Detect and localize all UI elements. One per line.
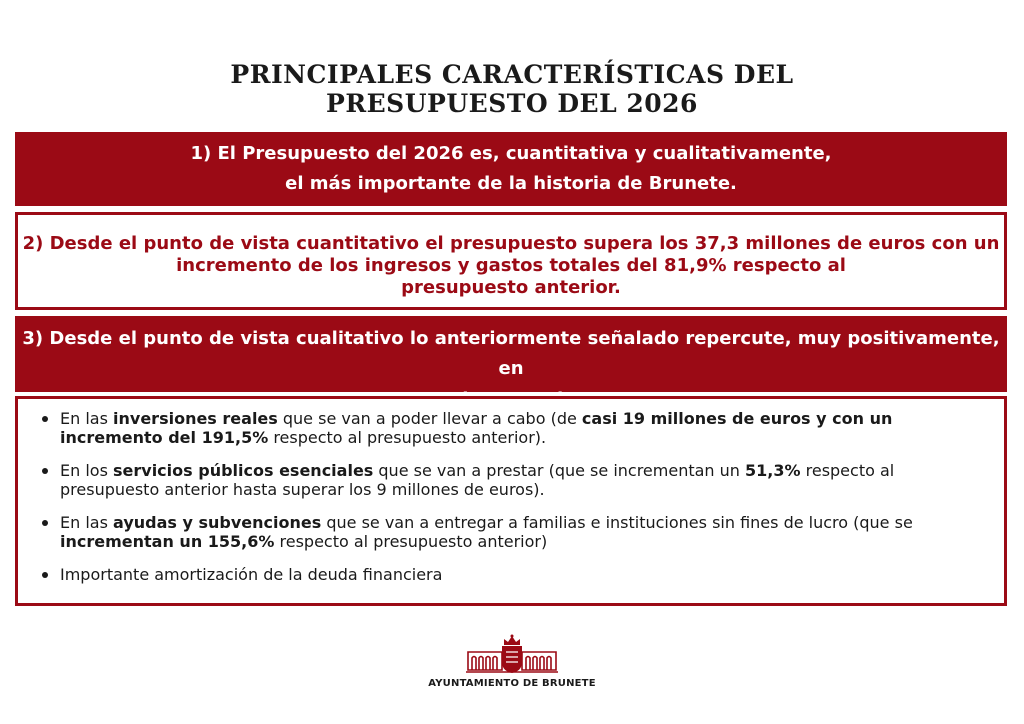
point-1-line-2: el más importante de la historia de Brunete. — [285, 173, 737, 194]
bullet-icon — [42, 416, 48, 422]
list-item — [38, 461, 984, 499]
municipality-logo — [420, 634, 604, 696]
bullet-bold: 51,3% — [745, 461, 801, 480]
point-1-line-1: 1) El Presupuesto del 2026 es, cuantitativa y cualitativamente, — [190, 143, 832, 164]
point-2-line-3: presupuesto anterior. — [401, 277, 621, 298]
point-2-line-1: 2) Desde el punto de vista cuantitativo el presupuesto supera los 37,3 millones de euros con un — [22, 233, 1000, 254]
bullet-icon — [42, 572, 48, 578]
bullet-bold: servicios públicos esenciales — [113, 461, 374, 480]
bullet-text: respecto al presupuesto anterior) — [274, 532, 548, 551]
list-item — [38, 565, 984, 584]
bullet-text: respecto al presupuesto anterior). — [268, 428, 547, 447]
list-item — [38, 409, 984, 447]
bullet-text: En las — [60, 513, 114, 532]
bullet-text: que se van a prestar (que se incrementan un — [373, 461, 746, 480]
bullet-bold: inversiones reales — [113, 409, 278, 428]
bullet-bold: casi 19 millones de euros y con un incremento del 191,5% — [60, 409, 893, 447]
coat-of-arms-icon — [464, 634, 560, 674]
bullet-bold: incrementan un 155,6% — [60, 532, 275, 551]
list-item — [38, 513, 984, 551]
bullet-text: que se van a entregar a familias e instituciones sin fines de lucro (que se — [321, 513, 913, 532]
point-3-banner — [15, 316, 1007, 392]
point-2-line-2: incremento de los ingresos y gastos totales del 81,9% respecto al — [176, 255, 846, 276]
bullet-text: que se van a poder llevar a cabo (de — [277, 409, 582, 428]
bullet-icon — [42, 468, 48, 474]
point-2-box — [15, 212, 1007, 310]
bullet-text: En las — [60, 409, 114, 428]
aspects-box — [15, 396, 1007, 606]
aspects-list — [38, 409, 984, 584]
title-line-2: PRESUPUESTO DEL 2026 — [326, 89, 698, 118]
point-3-line-1: 3) Desde el punto de vista cualitativo lo anteriormente señalado repercute, muy positivamente, en — [22, 328, 1000, 379]
bullet-text: respecto al presupuesto anterior hasta superar los 9 millones de euros). — [60, 461, 895, 499]
bullet-bold: ayudas y subvenciones — [113, 513, 322, 532]
bullet-icon — [42, 520, 48, 526]
point-1-banner — [15, 132, 1007, 206]
municipality-name: AYUNTAMIENTO DE BRUNETE — [428, 678, 596, 689]
bullet-text: Importante amortización de la deuda financiera — [60, 565, 443, 584]
bullet-text: En los — [60, 461, 113, 480]
page-title — [0, 60, 1024, 118]
title-line-1: PRINCIPALES CARACTERÍSTICAS DEL — [230, 60, 794, 89]
